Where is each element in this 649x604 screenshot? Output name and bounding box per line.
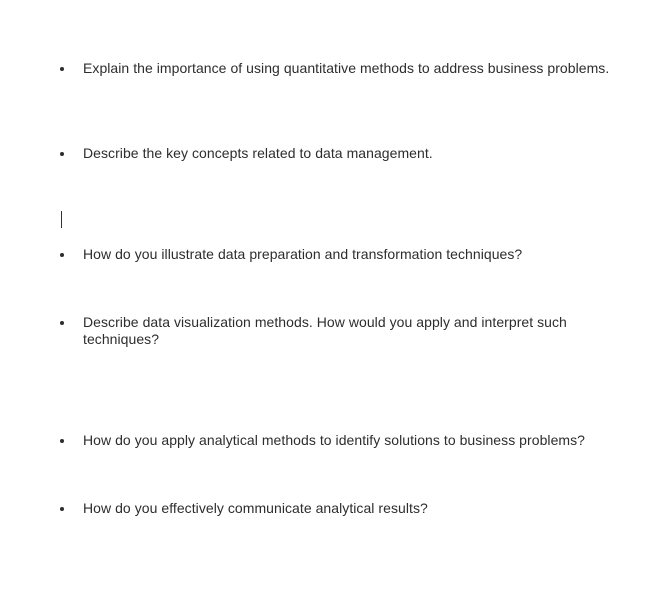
bullet-dot-icon <box>60 439 64 443</box>
text-cursor <box>61 211 62 228</box>
bullet-dot-icon <box>60 507 64 511</box>
bullet-item <box>60 314 620 348</box>
bullet-item <box>60 60 620 77</box>
bullet-text: How do you apply analytical methods to identify solutions to business problems? <box>83 432 586 448</box>
bullet-dot-icon <box>60 321 64 325</box>
bullet-text: Describe data visualization methods. How would you apply and interpret such techniques? <box>83 314 567 347</box>
bullet-text: Describe the key concepts related to data management. <box>83 145 433 161</box>
bullet-text: Explain the importance of using quantitative methods to address business problems. <box>83 60 610 76</box>
bullet-text: How do you illustrate data preparation and transformation techniques? <box>83 246 523 262</box>
bullet-item <box>60 500 620 517</box>
bullet-item <box>60 246 620 263</box>
bullet-item <box>60 432 620 449</box>
bullet-text: How do you effectively communicate analytical results? <box>83 500 428 516</box>
bullet-item <box>60 145 620 162</box>
bullet-dot-icon <box>60 152 64 156</box>
bullet-dot-icon <box>60 67 64 71</box>
bullet-dot-icon <box>60 253 64 257</box>
